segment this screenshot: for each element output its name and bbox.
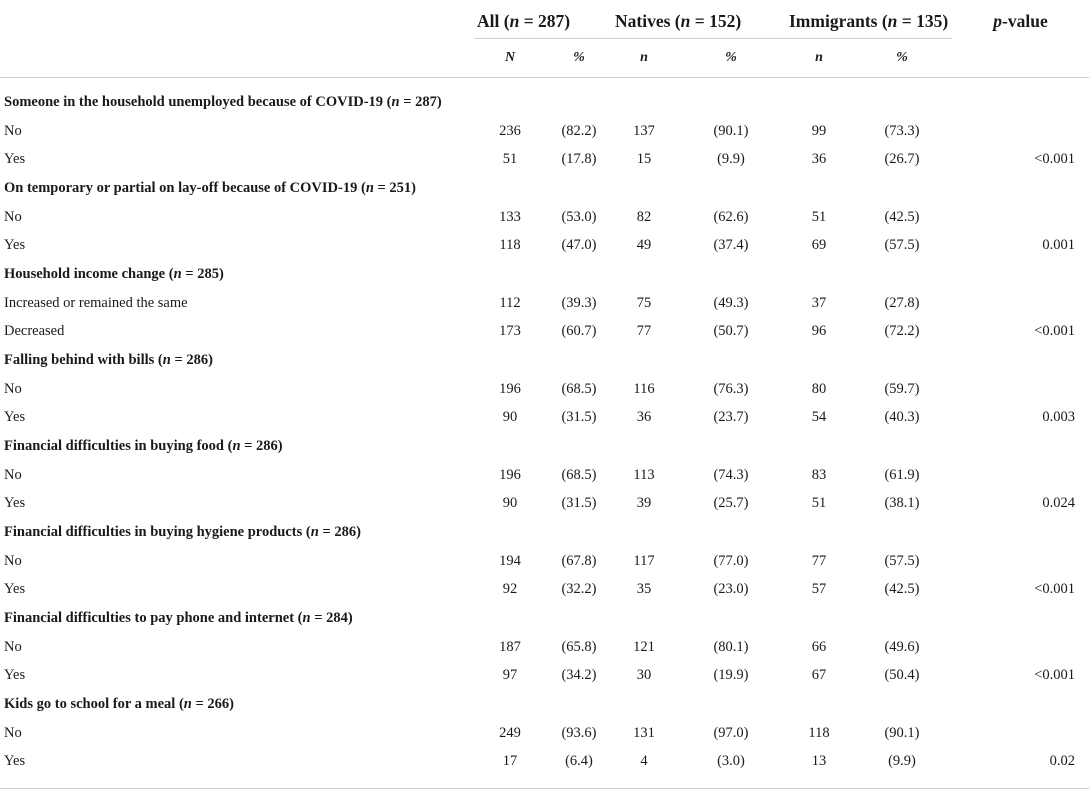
cell-pvalue: 0.001	[1042, 237, 1075, 254]
cell-pvalue	[952, 633, 1089, 662]
cell-all-pct: (93.6)	[561, 724, 597, 741]
cell-natives-n: 4	[640, 753, 648, 770]
cell-immigrants-n: 77	[811, 552, 827, 569]
cell-immigrants-n: 69	[811, 237, 827, 254]
cell-natives-n: 75	[636, 294, 652, 311]
cell-immigrants-n: 36	[811, 151, 827, 168]
cell-immigrants-pct: (9.9)	[888, 753, 916, 770]
row-label: No	[4, 466, 22, 483]
cell-all-n: 51	[502, 151, 518, 168]
cell-all-pct: (67.8)	[561, 552, 597, 569]
cell-all-n: 90	[502, 409, 518, 426]
cell-immigrants-pct: (38.1)	[884, 495, 920, 512]
cell-all-n: 187	[499, 638, 521, 655]
cell-all-n: 118	[499, 237, 521, 254]
row-label: Yes	[4, 151, 26, 168]
subheader-immigrants-n: n	[786, 39, 852, 78]
cell-natives-pct: (77.0)	[713, 552, 749, 569]
cell-pvalue	[952, 117, 1089, 146]
group-header-immigrants: Immigrants (n = 135)	[786, 0, 952, 39]
cell-immigrants-n: 80	[811, 380, 827, 397]
group-header-natives: Natives (n = 152)	[612, 0, 786, 39]
cell-all-pct: (34.2)	[561, 667, 597, 684]
subheader-all-pct: %	[546, 39, 612, 78]
cell-all-n: 17	[502, 753, 518, 770]
table-row	[0, 490, 1089, 519]
cell-natives-pct: (76.3)	[713, 380, 749, 397]
cell-natives-n: 15	[636, 151, 652, 168]
cell-immigrants-pct: (72.2)	[884, 323, 920, 340]
row-label: No	[4, 552, 22, 569]
table-row	[0, 748, 1089, 777]
subheader-all-n: N	[474, 39, 546, 78]
cell-natives-pct: (3.0)	[717, 753, 745, 770]
cell-all-n: 196	[499, 466, 521, 483]
table-body	[0, 88, 1089, 776]
table-row	[0, 375, 1089, 404]
cell-immigrants-n: 83	[811, 466, 827, 483]
cell-natives-pct: (80.1)	[713, 638, 749, 655]
cell-immigrants-pct: (40.3)	[884, 409, 920, 426]
section-title: Financial difficulties in buying food (n = 286)	[4, 438, 283, 454]
cell-immigrants-pct: (61.9)	[884, 466, 920, 483]
cell-all-pct: (68.5)	[561, 466, 597, 483]
cell-natives-n: 35	[636, 581, 652, 598]
cell-natives-n: 117	[633, 552, 655, 569]
row-label: Yes	[4, 495, 26, 512]
cell-all-pct: (53.0)	[561, 208, 597, 225]
table-head	[0, 0, 1089, 88]
cell-natives-n: 39	[636, 495, 652, 512]
cell-immigrants-pct: (73.3)	[884, 122, 920, 139]
table-row	[0, 633, 1089, 662]
cell-natives-pct: (62.6)	[713, 208, 749, 225]
cell-natives-pct: (90.1)	[713, 122, 749, 139]
cell-immigrants-pct: (42.5)	[884, 208, 920, 225]
cell-natives-n: 137	[633, 122, 655, 139]
cell-immigrants-n: 66	[811, 638, 827, 655]
cell-natives-n: 36	[636, 409, 652, 426]
cell-immigrants-n: 54	[811, 409, 827, 426]
cell-pvalue	[952, 203, 1089, 232]
cell-immigrants-n: 99	[811, 122, 827, 139]
cell-immigrants-pct: (26.7)	[884, 151, 920, 168]
row-label: Yes	[4, 409, 26, 426]
cell-natives-pct: (19.9)	[713, 667, 749, 684]
cell-natives-pct: (23.0)	[713, 581, 749, 598]
cell-natives-n: 116	[633, 380, 655, 397]
section-title: Falling behind with bills (n = 286)	[4, 352, 213, 368]
cell-pvalue: 0.024	[1042, 495, 1075, 512]
cell-all-n: 194	[499, 552, 521, 569]
section-title: Household income change (n = 285)	[4, 266, 224, 282]
section-header-row	[0, 260, 1089, 289]
section-title: On temporary or partial on lay-off because of COVID-19 (n = 251)	[4, 180, 416, 196]
cell-immigrants-pct: (57.5)	[884, 552, 920, 569]
cell-natives-pct: (9.9)	[717, 151, 745, 168]
cell-all-n: 92	[502, 581, 518, 598]
cell-pvalue: 0.02	[1049, 753, 1075, 770]
row-label: Decreased	[4, 323, 65, 340]
cell-immigrants-n: 67	[811, 667, 827, 684]
cell-all-pct: (39.3)	[561, 294, 597, 311]
row-label: No	[4, 208, 22, 225]
cell-immigrants-n: 96	[811, 323, 827, 340]
cell-all-pct: (31.5)	[561, 495, 597, 512]
cell-immigrants-n: 37	[811, 294, 827, 311]
section-header-row	[0, 88, 1089, 117]
row-label: No	[4, 122, 22, 139]
cell-immigrants-n: 13	[811, 753, 827, 770]
cell-all-pct: (82.2)	[561, 122, 597, 139]
cell-pvalue: <0.001	[1034, 667, 1075, 684]
cell-all-n: 236	[499, 122, 521, 139]
cell-immigrants-n: 51	[811, 208, 827, 225]
cell-natives-n: 30	[636, 667, 652, 684]
table-row	[0, 461, 1089, 490]
cell-all-pct: (6.4)	[565, 753, 593, 770]
cell-natives-n: 131	[633, 724, 655, 741]
cell-pvalue	[952, 547, 1089, 576]
cell-pvalue: 0.003	[1042, 409, 1075, 426]
subheader-immigrants-pct: %	[852, 39, 952, 78]
table-row	[0, 318, 1089, 347]
subheader-row	[0, 39, 1089, 78]
section-title: Someone in the household unemployed because of COVID-19 (n = 287)	[4, 94, 442, 110]
table-row	[0, 117, 1089, 146]
cell-pvalue	[952, 461, 1089, 490]
cell-immigrants-n: 51	[811, 495, 827, 512]
row-label: Increased or remained the same	[4, 294, 188, 311]
table-row	[0, 404, 1089, 433]
cell-natives-n: 121	[633, 638, 655, 655]
cell-natives-n: 82	[636, 208, 652, 225]
cell-all-n: 249	[499, 724, 521, 741]
table-row	[0, 232, 1089, 261]
cell-immigrants-n: 57	[811, 581, 827, 598]
cell-pvalue	[952, 289, 1089, 318]
section-header-row	[0, 604, 1089, 633]
subheader-natives-n: n	[612, 39, 676, 78]
cell-immigrants-pct: (50.4)	[884, 667, 920, 684]
cell-natives-n: 113	[633, 466, 655, 483]
table-row	[0, 289, 1089, 318]
table-row	[0, 203, 1089, 232]
table-row	[0, 719, 1089, 748]
table-row	[0, 146, 1089, 175]
cell-all-pct: (68.5)	[561, 380, 597, 397]
cell-all-n: 196	[499, 380, 521, 397]
cell-all-n: 173	[499, 323, 521, 340]
cell-immigrants-pct: (90.1)	[884, 724, 920, 741]
cell-all-n: 97	[502, 667, 518, 684]
row-label: Yes	[4, 753, 26, 770]
cell-all-pct: (47.0)	[561, 237, 597, 254]
cell-natives-pct: (50.7)	[713, 323, 749, 340]
cell-immigrants-pct: (49.6)	[884, 638, 920, 655]
section-header-row	[0, 518, 1089, 547]
cell-natives-pct: (97.0)	[713, 724, 749, 741]
cell-pvalue: <0.001	[1034, 581, 1075, 598]
section-header-row	[0, 690, 1089, 719]
cell-all-pct: (60.7)	[561, 323, 597, 340]
cell-all-pct: (32.2)	[561, 581, 597, 598]
cell-natives-pct: (49.3)	[713, 294, 749, 311]
group-header-all: All (n = 287)	[474, 0, 612, 39]
cell-natives-pct: (23.7)	[713, 409, 749, 426]
row-label: No	[4, 724, 22, 741]
cell-pvalue: <0.001	[1034, 151, 1075, 168]
row-label: Yes	[4, 667, 26, 684]
cell-all-n: 133	[499, 208, 521, 225]
cell-all-pct: (31.5)	[561, 409, 597, 426]
cell-pvalue: <0.001	[1034, 323, 1075, 340]
cell-immigrants-n: 118	[808, 724, 830, 741]
cell-natives-n: 77	[636, 323, 652, 340]
section-title: Financial difficulties in buying hygiene products (n = 286)	[4, 524, 361, 540]
table-row	[0, 662, 1089, 691]
table-row	[0, 547, 1089, 576]
row-label: No	[4, 380, 22, 397]
cell-natives-pct: (74.3)	[713, 466, 749, 483]
row-label: Yes	[4, 237, 26, 254]
cell-natives-pct: (37.4)	[713, 237, 749, 254]
cell-all-n: 90	[502, 495, 518, 512]
cell-all-pct: (65.8)	[561, 638, 597, 655]
cell-immigrants-pct: (42.5)	[884, 581, 920, 598]
group-header-row	[0, 0, 1089, 39]
cell-immigrants-pct: (27.8)	[884, 294, 920, 311]
cell-immigrants-pct: (57.5)	[884, 237, 920, 254]
section-header-row	[0, 346, 1089, 375]
cell-all-n: 112	[499, 294, 521, 311]
pvalue-header: p-value	[993, 10, 1048, 31]
cell-natives-n: 49	[636, 237, 652, 254]
section-header-row	[0, 432, 1089, 461]
cell-natives-pct: (25.7)	[713, 495, 749, 512]
section-title: Financial difficulties to pay phone and internet (n = 284)	[4, 610, 353, 626]
subheader-natives-pct: %	[676, 39, 786, 78]
cell-pvalue	[952, 719, 1089, 748]
cell-pvalue	[952, 375, 1089, 404]
cell-immigrants-pct: (59.7)	[884, 380, 920, 397]
row-label: Yes	[4, 581, 26, 598]
table-row	[0, 576, 1089, 605]
section-header-row	[0, 174, 1089, 203]
row-label: No	[4, 638, 22, 655]
section-title: Kids go to school for a meal (n = 266)	[4, 696, 234, 712]
cell-all-pct: (17.8)	[561, 151, 597, 168]
